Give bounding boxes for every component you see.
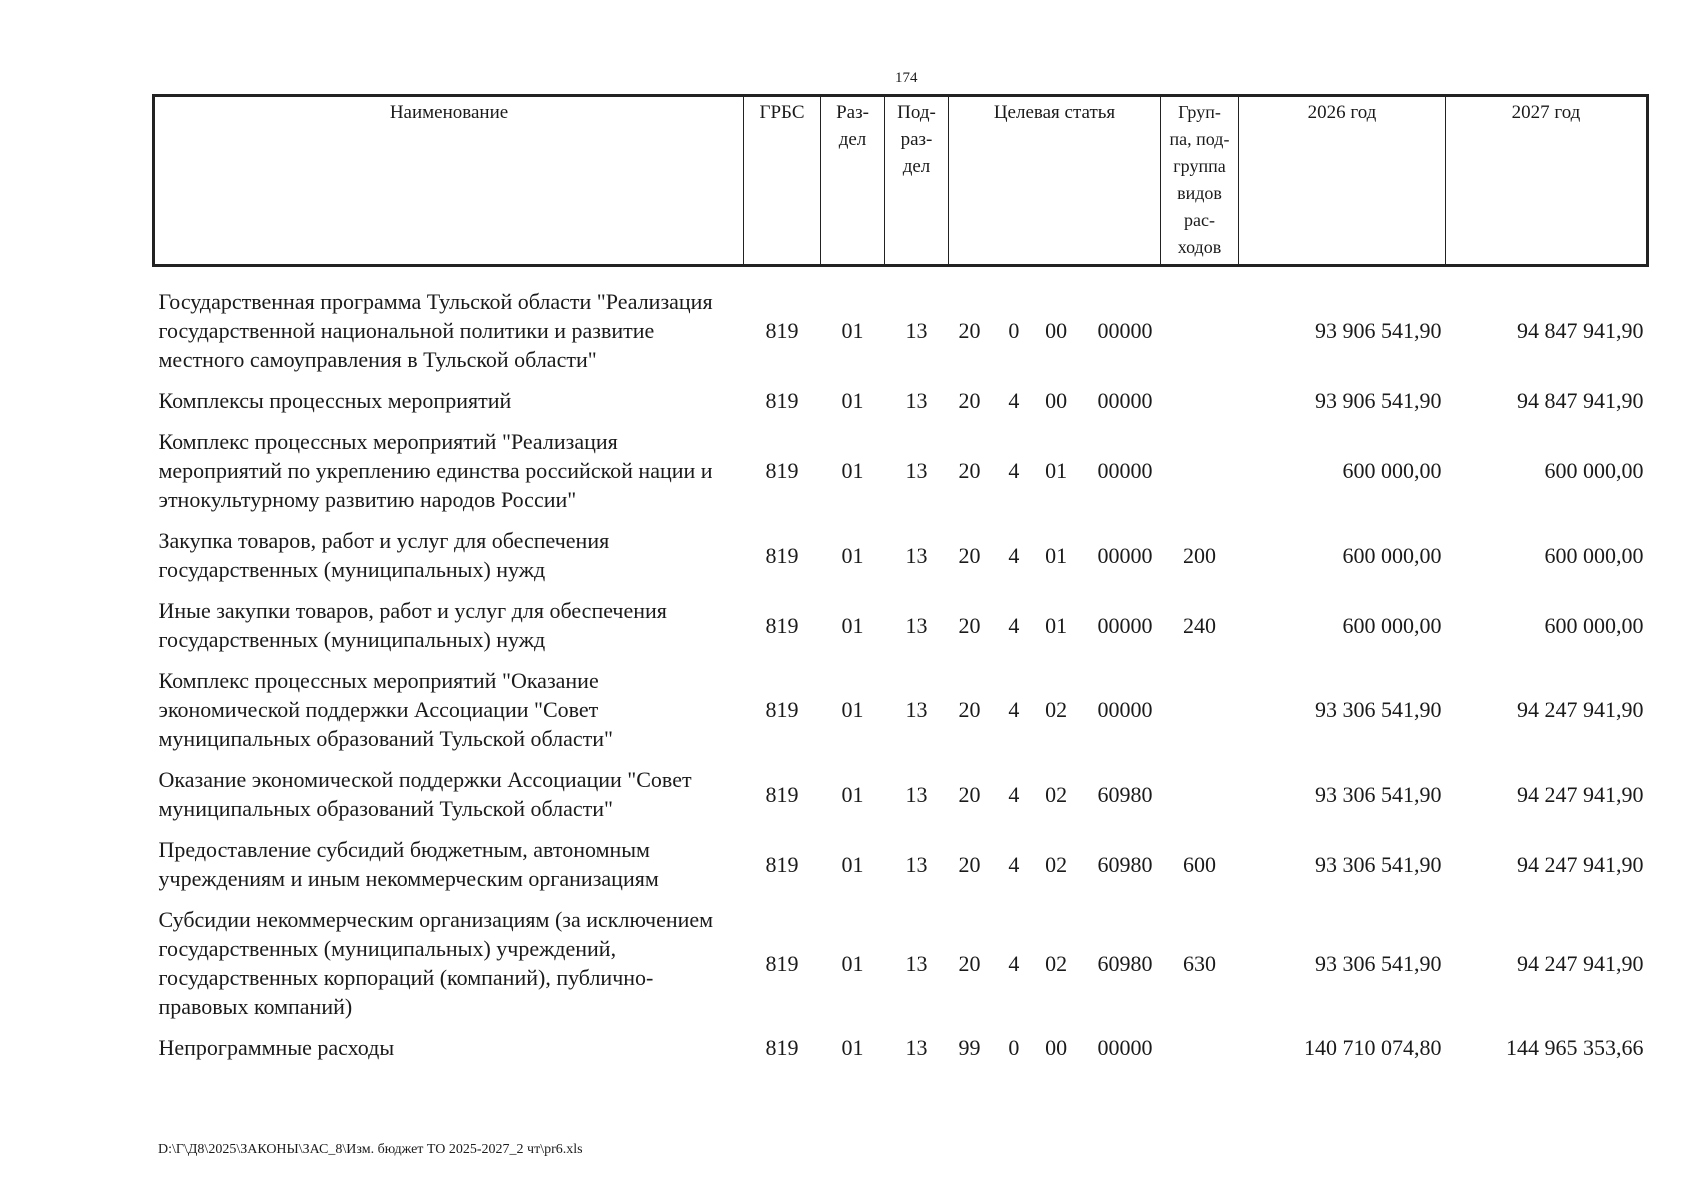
row-target-program: 20: [958, 542, 981, 568]
row-grbs: 819: [765, 950, 799, 976]
row-target-article: [949, 829, 1161, 899]
row-podrazdel: 13: [905, 388, 928, 413]
row-group: 200: [1183, 542, 1216, 568]
row-name: Оказание экономической поддержки Ассоциации "Совет муниципальных образований Тульской области": [158, 767, 692, 821]
row-target-subprogram: 01: [1045, 612, 1068, 638]
row-target-program: 99: [958, 1035, 981, 1060]
row-name: Комплексы процессных мероприятий: [158, 388, 512, 413]
row-group: [1161, 759, 1239, 829]
row-target-program: 20: [958, 950, 981, 976]
row-target-direction: 60980: [1097, 781, 1153, 807]
row-target-type: 4: [1008, 697, 1020, 722]
row-target-article: [949, 660, 1161, 759]
row-2027: 94 247 941,90: [1517, 851, 1644, 877]
row-target-direction: 00000: [1097, 1035, 1153, 1060]
row-podrazdel: 13: [905, 950, 928, 976]
row-target-subprogram: 00: [1045, 1035, 1068, 1060]
row-podrazdel: 13: [905, 781, 928, 807]
row-2026: 93 306 541,90: [1315, 697, 1442, 722]
row-2026: 93 906 541,90: [1315, 388, 1442, 413]
row-grbs: 819: [765, 851, 799, 877]
row-group: [1161, 421, 1239, 520]
row-2026: 93 306 541,90: [1315, 781, 1442, 807]
row-grbs: 819: [765, 781, 799, 807]
row-grbs: 819: [765, 1035, 799, 1060]
row-podrazdel: 13: [905, 318, 928, 343]
row-razdel: 01: [841, 318, 864, 343]
table-row: [154, 1027, 1648, 1068]
row-target-direction: 60980: [1097, 950, 1153, 976]
row-2027: 144 965 353,66: [1506, 1035, 1644, 1060]
row-name: Комплекс процессных мероприятий "Реализация мероприятий по укреплению единства российской нации и этнокультурному развитию народов России": [158, 429, 713, 512]
row-grbs: 819: [765, 458, 799, 483]
header-name: Наименование: [154, 96, 744, 266]
row-target-type: 4: [1008, 950, 1020, 976]
row-target-subprogram: 00: [1045, 388, 1068, 413]
header-2027: 2027 год: [1446, 96, 1648, 266]
row-podrazdel: 13: [905, 612, 928, 638]
row-2026: 600 000,00: [1342, 612, 1442, 638]
table-row: [154, 520, 1648, 590]
row-target-article: [949, 380, 1161, 421]
row-podrazdel: 13: [905, 851, 928, 877]
row-2027: 600 000,00: [1544, 458, 1644, 483]
row-target-article: [949, 281, 1161, 380]
row-razdel: 01: [841, 781, 864, 807]
row-target-direction: 00000: [1097, 612, 1153, 638]
table-row: [154, 281, 1648, 380]
header-2026: 2026 год: [1239, 96, 1446, 266]
table-row: [154, 590, 1648, 660]
row-2027: 94 247 941,90: [1517, 950, 1644, 976]
row-target-type: 4: [1008, 458, 1020, 483]
row-name: Субсидии некоммерческим организациям (за исключением государственных (муниципальных) учреждений, государственных корпораций (компаний), публично-правовых компаний): [158, 907, 714, 1019]
header-group: Груп- па, под- группа видов рас- ходов: [1161, 96, 1239, 266]
header-podrazdel: Под- раз- дел: [885, 96, 949, 266]
page-number: 174: [895, 70, 918, 86]
header-grbs: ГРБС: [744, 96, 821, 266]
row-target-program: 20: [958, 781, 981, 807]
row-group: [1161, 380, 1239, 421]
row-target-subprogram: 02: [1045, 781, 1068, 807]
row-2026: 600 000,00: [1342, 458, 1442, 483]
row-target-type: 0: [1008, 1035, 1020, 1060]
row-target-type: 0: [1008, 318, 1020, 343]
row-grbs: 819: [765, 318, 799, 343]
row-target-type: 4: [1008, 388, 1020, 413]
row-target-direction: 00000: [1097, 697, 1153, 722]
table-row: [154, 829, 1648, 899]
row-group: [1161, 660, 1239, 759]
row-podrazdel: 13: [905, 458, 928, 483]
row-razdel: 01: [841, 612, 864, 638]
table-row: [154, 380, 1648, 421]
row-razdel: 01: [841, 458, 864, 483]
row-group: [1161, 1027, 1239, 1068]
row-2027: 94 847 941,90: [1517, 388, 1644, 413]
row-target-article: [949, 590, 1161, 660]
row-name: Государственная программа Тульской области "Реализация государственной национальной политики и развитие местного самоуправления в Тульской области": [158, 289, 713, 372]
row-podrazdel: 13: [905, 1035, 928, 1060]
row-target-type: 4: [1008, 542, 1020, 568]
row-2027: 600 000,00: [1544, 542, 1644, 568]
row-target-program: 20: [958, 851, 981, 877]
header-target-article: Целевая статья: [949, 96, 1161, 266]
row-target-subprogram: 01: [1045, 458, 1068, 483]
row-2027: 94 247 941,90: [1517, 781, 1644, 807]
row-grbs: 819: [765, 697, 799, 722]
row-target-program: 20: [958, 388, 981, 413]
row-razdel: 01: [841, 1035, 864, 1060]
row-group: 600: [1183, 851, 1216, 877]
row-target-program: 20: [958, 458, 981, 483]
row-group: [1161, 281, 1239, 380]
row-name: Иные закупки товаров, работ и услуг для обеспечения государственных (муниципальных) нужд: [158, 598, 667, 652]
spacer-row: [154, 266, 1648, 282]
row-target-type: 4: [1008, 851, 1020, 877]
row-target-subprogram: 00: [1045, 318, 1068, 343]
row-2026: 93 906 541,90: [1315, 318, 1442, 343]
row-target-type: 4: [1008, 781, 1020, 807]
table-header-row: [154, 96, 1648, 266]
row-grbs: 819: [765, 542, 799, 568]
row-razdel: 01: [841, 697, 864, 722]
row-target-subprogram: 02: [1045, 851, 1068, 877]
row-target-direction: 00000: [1097, 542, 1153, 568]
budget-table: [152, 94, 1649, 1068]
row-2027: 94 847 941,90: [1517, 318, 1644, 343]
table-row: [154, 660, 1648, 759]
row-name: Непрограммные расходы: [158, 1035, 395, 1060]
row-target-article: [949, 759, 1161, 829]
row-razdel: 01: [841, 851, 864, 877]
table-row: [154, 899, 1648, 1027]
row-grbs: 819: [765, 388, 799, 413]
row-target-article: [949, 1027, 1161, 1068]
row-2026: 600 000,00: [1342, 542, 1442, 568]
row-group: 630: [1183, 950, 1216, 976]
row-2027: 94 247 941,90: [1517, 697, 1644, 722]
row-2027: 600 000,00: [1544, 612, 1644, 638]
row-grbs: 819: [765, 612, 799, 638]
row-target-type: 4: [1008, 612, 1020, 638]
table-row: [154, 759, 1648, 829]
row-2026: 93 306 541,90: [1315, 851, 1442, 877]
row-target-article: [949, 421, 1161, 520]
table-body: [154, 266, 1648, 1069]
row-podrazdel: 13: [905, 697, 928, 722]
row-target-subprogram: 02: [1045, 950, 1068, 976]
row-name: Комплекс процессных мероприятий "Оказание экономической поддержки Ассоциации "Совет муниципальных образований Тульской области": [158, 668, 614, 751]
row-target-article: [949, 899, 1161, 1027]
row-2026: 140 710 074,80: [1304, 1035, 1442, 1060]
row-target-program: 20: [958, 697, 981, 722]
row-target-subprogram: 02: [1045, 697, 1068, 722]
row-name: Закупка товаров, работ и услуг для обеспечения государственных (муниципальных) нужд: [158, 528, 610, 582]
row-target-subprogram: 01: [1045, 542, 1068, 568]
row-razdel: 01: [841, 388, 864, 413]
row-2026: 93 306 541,90: [1315, 950, 1442, 976]
row-podrazdel: 13: [905, 542, 928, 568]
row-target-direction: 60980: [1097, 851, 1153, 877]
row-razdel: 01: [841, 542, 864, 568]
row-target-article: [949, 520, 1161, 590]
row-target-program: 20: [958, 318, 981, 343]
row-name: Предоставление субсидий бюджетным, автономным учреждениям и иным некоммерческим организациям: [158, 837, 659, 891]
header-razdel: Раз- дел: [821, 96, 885, 266]
row-target-direction: 00000: [1097, 458, 1153, 483]
row-group: 240: [1183, 612, 1216, 638]
row-razdel: 01: [841, 950, 864, 976]
footer-file-path: D:\Г\Д8\2025\ЗАКОНЫ\ЗАС_8\Изм. бюджет ТО 2025-2027_2 чт\pr6.xls: [158, 1142, 583, 1157]
row-target-program: 20: [958, 612, 981, 638]
table-row: [154, 421, 1648, 520]
row-target-direction: 00000: [1097, 318, 1153, 343]
row-target-direction: 00000: [1097, 388, 1153, 413]
